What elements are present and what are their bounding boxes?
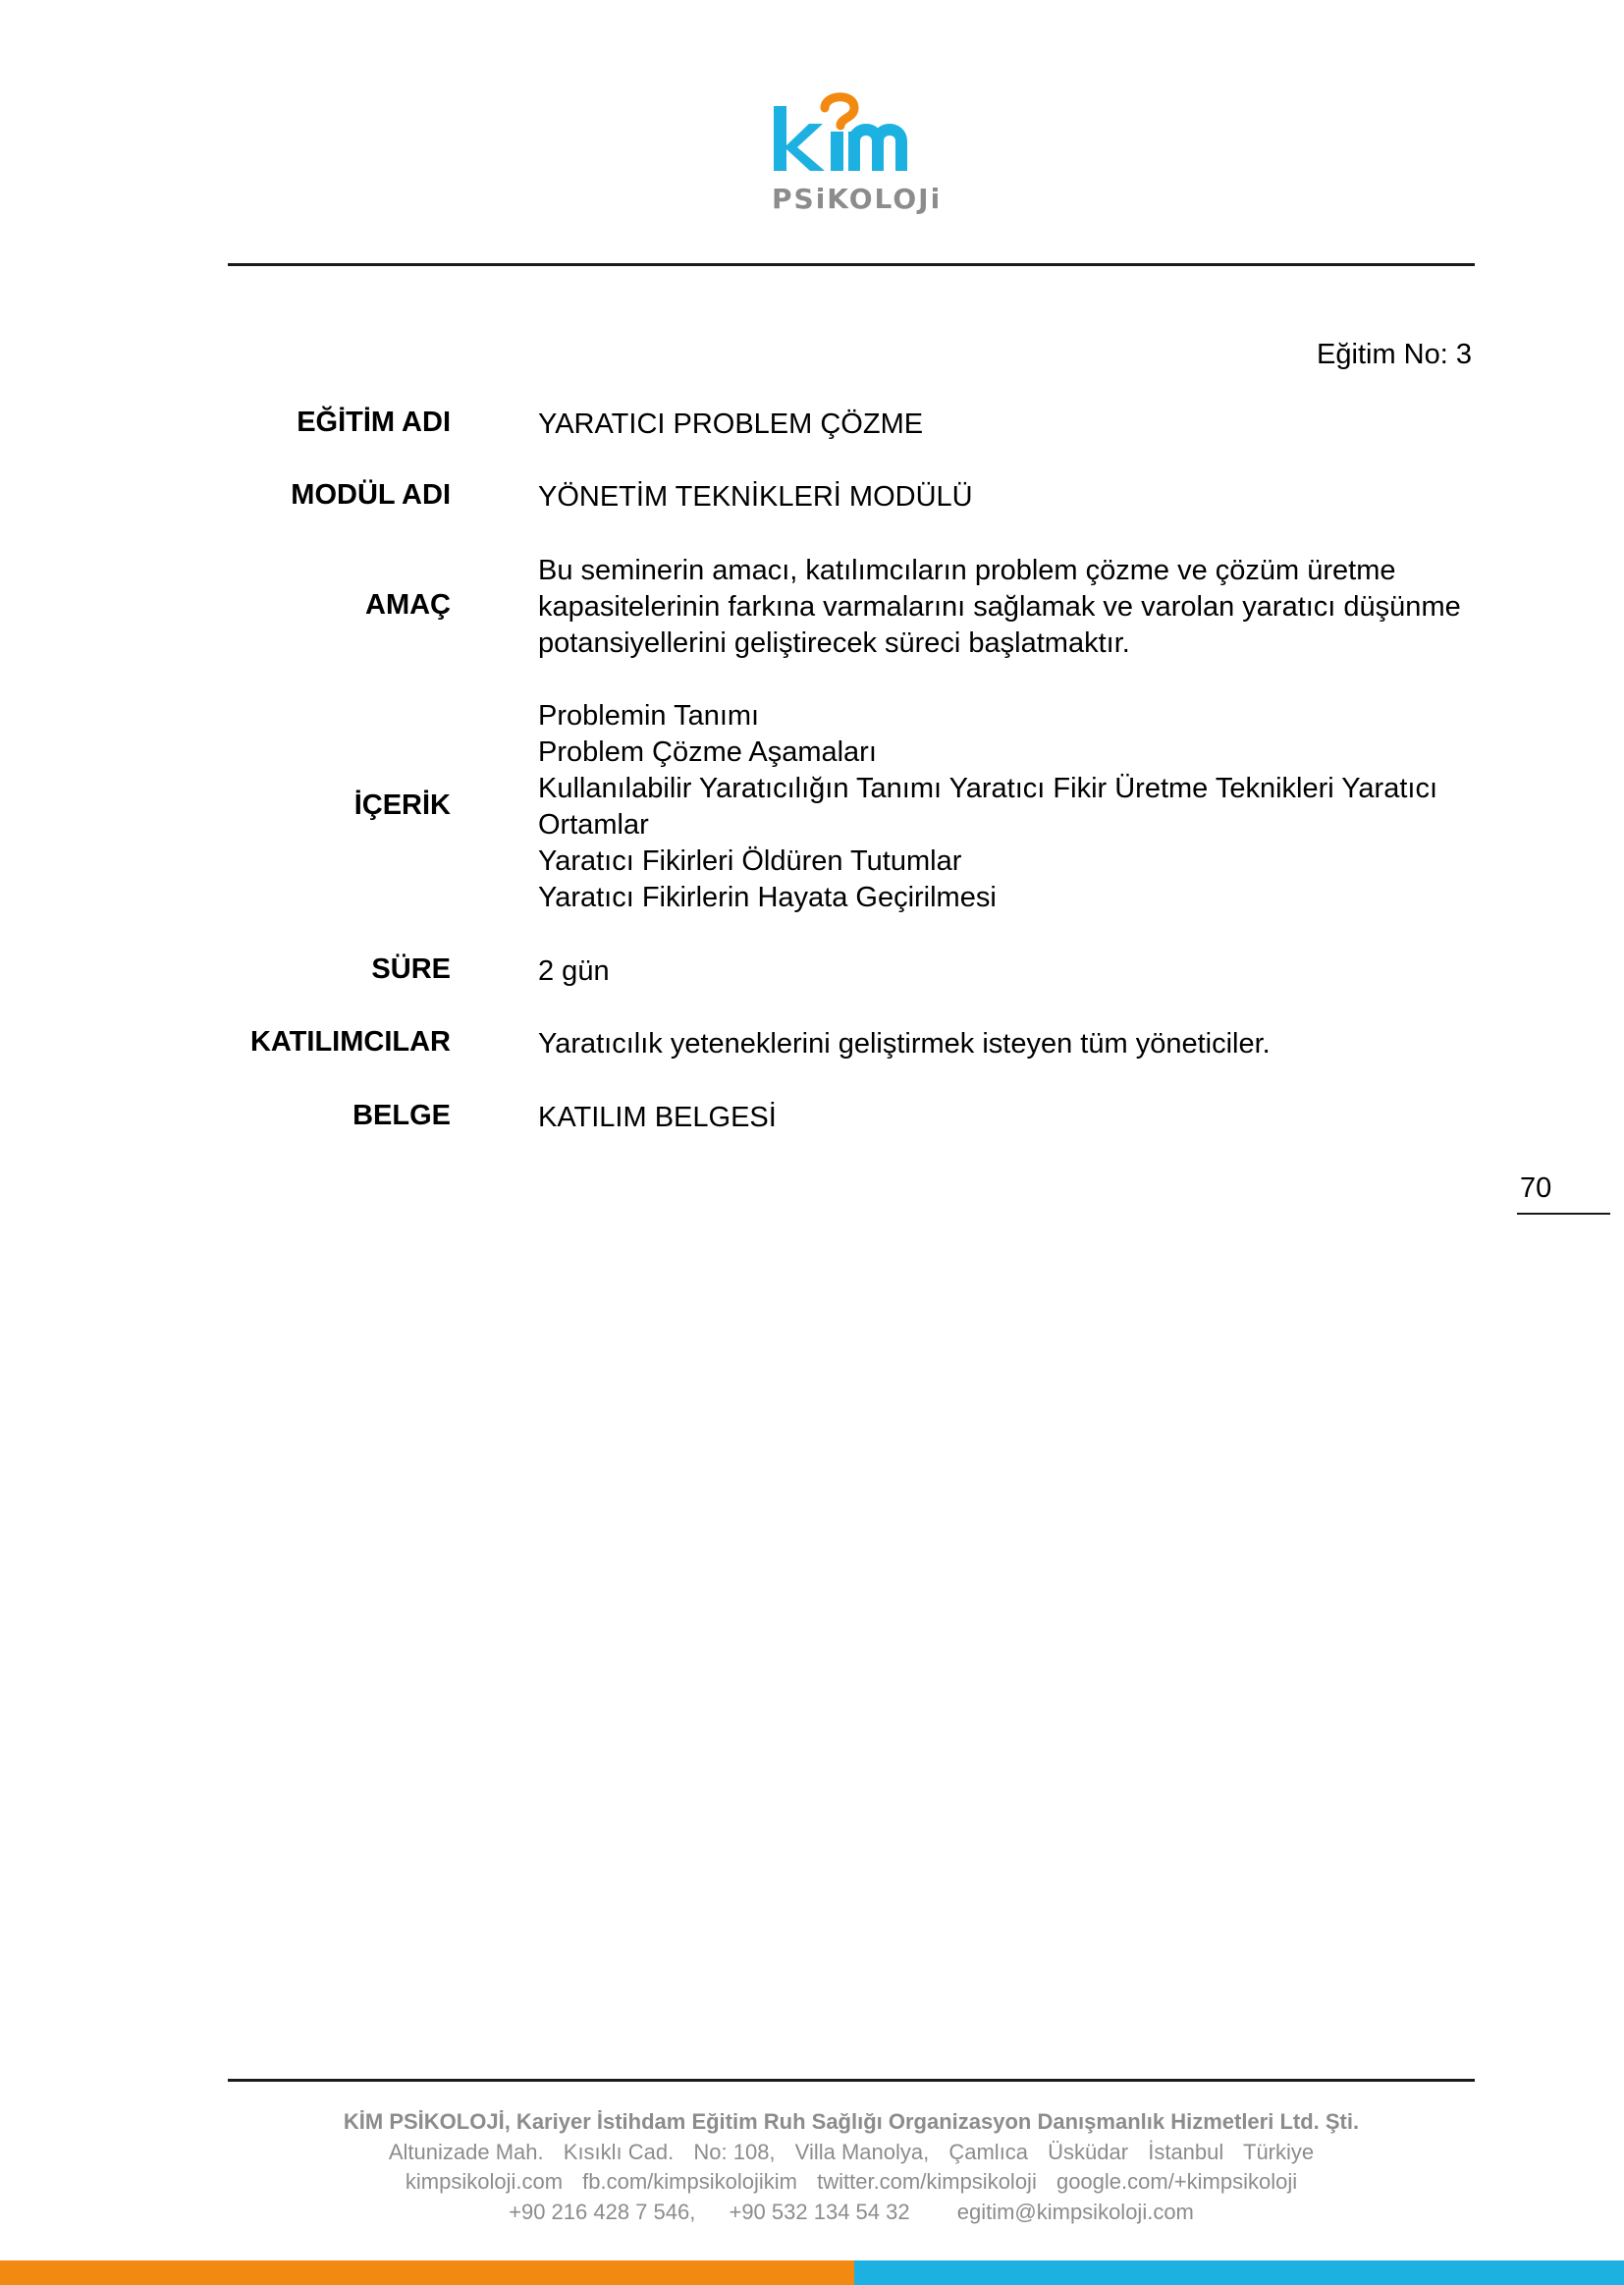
header-divider	[228, 263, 1475, 266]
purpose-line: kapasitelerinin farkına varmalarını sağlamak ve varolan yaratıcı düşünme	[538, 591, 1461, 623]
field-label: KATILIMCILAR	[249, 1026, 451, 1058]
purpose-line: potansiyellerini geliştirecek süreci başlatmaktır.	[538, 627, 1130, 659]
bottom-bar-blue	[854, 2260, 1624, 2285]
kim-psikoloji-logo	[758, 86, 943, 224]
footer-address-part: Villa Manolya,	[794, 2139, 930, 2164]
content-line: Kullanılabilir Yaratıcılığın Tanımı Yaratıcı Fikir Üretme Teknikleri Yaratıcı	[538, 773, 1438, 804]
field-value	[538, 698, 1471, 916]
page-number-underline	[1517, 1213, 1610, 1215]
field-label: AMAÇ	[365, 589, 451, 621]
footer	[228, 2107, 1475, 2227]
footer-address-part: Türkiye	[1243, 2139, 1315, 2164]
footer-company-name: KİM PSİKOLOJİ,	[343, 2109, 511, 2134]
content-line: Yaratıcı Fikirlerin Hayata Geçirilmesi	[538, 882, 997, 913]
field-label: SÜRE	[371, 953, 451, 985]
footer-company-line	[228, 2107, 1475, 2138]
field-value	[538, 553, 1471, 662]
content-line: Problem Çözme Aşamaları	[538, 736, 877, 768]
field-value: 2 gün	[538, 955, 610, 987]
logo-subtitle: PSiKOLOJi	[772, 183, 943, 215]
footer-link[interactable]: twitter.com/kimpsikoloji	[817, 2169, 1037, 2194]
purpose-line: Bu seminerin amacı, katılımcıların problem çözme ve çözüm üretme	[538, 555, 1396, 586]
footer-address-part: İstanbul	[1148, 2139, 1224, 2164]
content-line: Ortamlar	[538, 809, 649, 841]
field-label: EĞİTİM ADI	[297, 407, 451, 438]
content-line: Problemin Tanımı	[538, 700, 760, 732]
footer-phone: +90 216 428 7 546,	[509, 2199, 696, 2224]
page-number: 70	[1520, 1172, 1552, 1204]
footer-company-desc: Kariyer İstihdam Eğitim Ruh Sağlığı Organizasyon Danışmanlık Hizmetleri Ltd. Şti.	[510, 2109, 1360, 2134]
field-value: YARATICI PROBLEM ÇÖZME	[538, 408, 924, 440]
footer-links-line	[228, 2167, 1475, 2198]
field-value: KATILIM BELGESİ	[538, 1102, 777, 1133]
field-label: MODÜL ADI	[291, 479, 451, 511]
footer-address-part: Altunizade Mah.	[388, 2139, 544, 2164]
footer-divider	[228, 2079, 1475, 2082]
footer-phone: +90 532 134 54 32	[729, 2199, 910, 2224]
footer-link[interactable]: google.com/+kimpsikoloji	[1056, 2169, 1298, 2194]
footer-address-line	[228, 2138, 1475, 2168]
field-value: Yaratıcılık yeteneklerini geliştirmek isteyen tüm yöneticiler.	[538, 1028, 1271, 1060]
footer-address-part: Çamlıca	[948, 2139, 1029, 2164]
footer-address-part: Kısıklı Cad.	[563, 2139, 675, 2164]
footer-link[interactable]: fb.com/kimpsikolojikim	[582, 2169, 797, 2194]
bottom-bar-orange	[0, 2260, 854, 2285]
footer-email[interactable]: egitim@kimpsikoloji.com	[956, 2199, 1194, 2224]
footer-address-part: No: 108,	[693, 2139, 776, 2164]
content-line: Yaratıcı Fikirleri Öldüren Tutumlar	[538, 845, 962, 877]
field-label: BELGE	[352, 1100, 451, 1131]
field-value: YÖNETİM TEKNİKLERİ MODÜLÜ	[538, 481, 973, 513]
footer-link[interactable]: kimpsikoloji.com	[405, 2169, 564, 2194]
footer-contacts-line	[228, 2198, 1475, 2228]
training-number: Eğitim No: 3	[1317, 339, 1472, 370]
footer-address-part: Üsküdar	[1048, 2139, 1129, 2164]
field-label: İÇERİK	[353, 789, 451, 821]
logo-wordmark	[758, 86, 935, 185]
